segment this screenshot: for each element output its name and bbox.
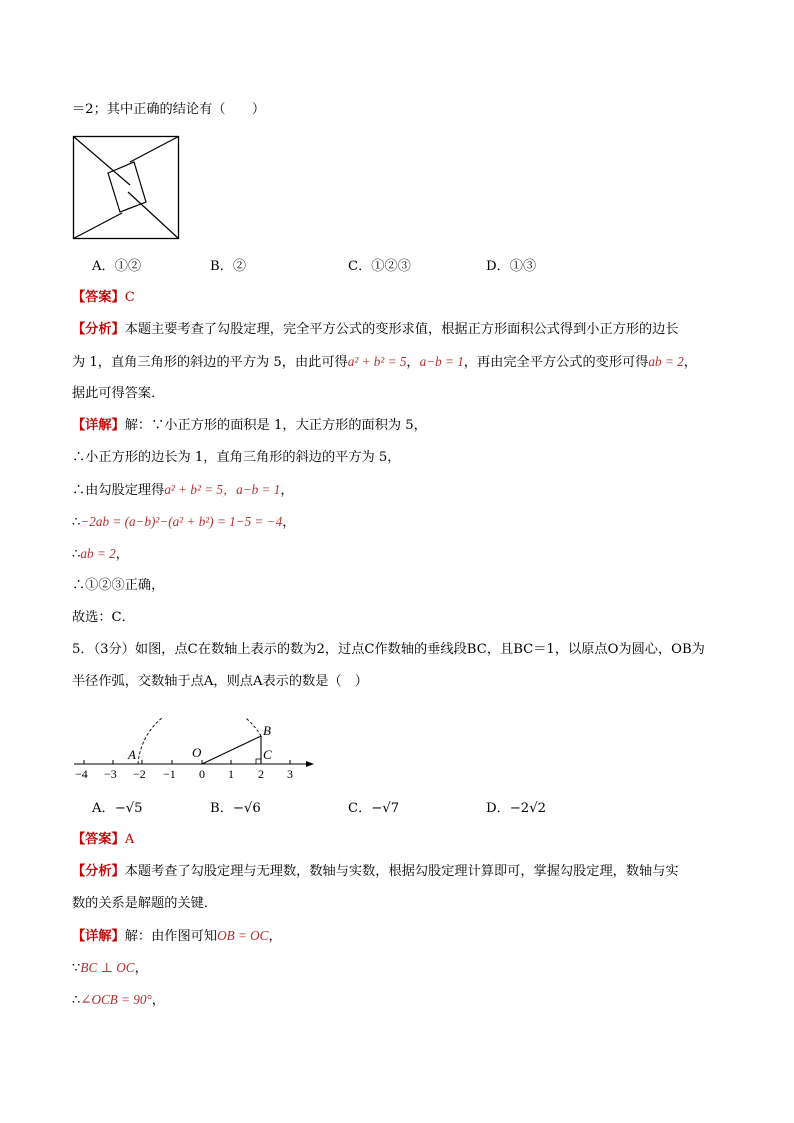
because-symbol: ∵ xyxy=(72,961,81,976)
therefore-symbol: ∴ xyxy=(72,515,81,530)
math-expression: ∠OCB = 90° xyxy=(80,992,152,1007)
math-expression: ab = 2 xyxy=(80,546,116,561)
q4-detail-line-6: ∴①②③正确， xyxy=(72,578,165,593)
label-c: C xyxy=(263,747,272,762)
detail-text: 解：由作图可知 xyxy=(124,929,218,944)
detail-tag: 【详解】 xyxy=(72,418,125,433)
tick-label: −4 xyxy=(75,767,88,780)
math-expression: −2ab = (a−b)²−(a² + b²) = 1−5 = −4 xyxy=(80,514,283,529)
math-expression: a² + b² = 5，a−b = 1 xyxy=(164,482,281,497)
tick-label: 1 xyxy=(228,767,234,780)
detail-tag: 【详解】 xyxy=(72,929,125,944)
q4-detail-line-1 xyxy=(72,417,427,435)
axis-arrow xyxy=(306,761,314,767)
q5-stem-line-2: 半径作弧，交数轴于点A，则点A表示的数是（ ） xyxy=(72,674,368,689)
q5-detail-line-1 xyxy=(72,927,282,946)
answer-tag: 【答案】 xyxy=(72,290,125,305)
q5-analysis-line-2: 数的关系是解题的关键． xyxy=(72,896,218,911)
q5-detail-line-3 xyxy=(72,991,165,1010)
tick-label: −3 xyxy=(104,767,117,780)
q4-analysis-line-1 xyxy=(72,321,679,339)
analysis-tag: 【分析】 xyxy=(72,864,125,879)
q4-stem-tail: ＝2；其中正确的结论有（ ） xyxy=(72,102,266,117)
math-expression: BC ⊥ OC xyxy=(80,960,135,975)
q4-detail-line-7: 故选：C． xyxy=(72,610,135,625)
punctuation: ， xyxy=(280,483,294,498)
analysis-text: 本题主要考查了勾股定理，完全平方公式的变形求值，根据正方形面积公式得到小正方形的边长 xyxy=(124,322,679,337)
label-b: B xyxy=(263,723,271,738)
q4-detail-line-3 xyxy=(72,481,294,500)
q4-detail-line-4 xyxy=(72,513,295,532)
q4-option-a[interactable]: A．①② xyxy=(92,259,142,274)
punctuation: ， xyxy=(268,929,282,944)
tick-label: −2 xyxy=(133,767,146,780)
math-expression: ab = 2 xyxy=(648,354,684,369)
therefore-symbol: ∴ xyxy=(72,547,81,562)
math-expression: a² + b² = 5 xyxy=(347,354,407,369)
q4-option-b[interactable]: B．② xyxy=(210,259,247,274)
q4-detail-line-2: ∴小正方形的边长为 1，直角三角形的斜边的平方为 5， xyxy=(72,450,401,465)
number-line-figure xyxy=(70,718,320,780)
analysis-text: 本题考查了勾股定理与无理数，数轴与实数，根据勾股定理计算即可，掌握勾股定理，数轴与实 xyxy=(124,864,679,879)
punctuation: ， xyxy=(282,515,296,530)
q5-option-a[interactable]: A．−√5 xyxy=(92,801,143,816)
label-o: O xyxy=(192,745,202,760)
answer-value: C xyxy=(124,290,135,305)
math-expression: a−b = 1 xyxy=(419,354,464,369)
punctuation: ， xyxy=(115,547,129,562)
tick-label: 3 xyxy=(287,767,293,780)
pinwheel-square-figure xyxy=(72,135,182,241)
q4-analysis-line-2 xyxy=(72,353,697,372)
tick-label: −1 xyxy=(163,767,176,780)
therefore-symbol: ∴ xyxy=(72,993,81,1008)
label-a: A xyxy=(128,747,136,762)
q4-detail-line-5 xyxy=(72,545,129,564)
detail-text: ∴由勾股定理得 xyxy=(72,483,165,498)
q5-option-b[interactable]: B．−√6 xyxy=(210,801,261,816)
q4-analysis-line-3: 据此可得答案． xyxy=(72,386,165,401)
answer-tag: 【答案】 xyxy=(72,832,125,847)
analysis-tag: 【分析】 xyxy=(72,322,125,337)
analysis-text: ，再由完全平方公式的变形可得 xyxy=(463,355,649,370)
q5-analysis-line-1 xyxy=(72,863,679,881)
right-angle-mark xyxy=(256,759,261,764)
segment-ob xyxy=(202,736,261,764)
tick-label: 2 xyxy=(258,767,264,780)
answer-value: A xyxy=(124,832,135,847)
q4-option-c[interactable]: C．①②③ xyxy=(348,259,411,274)
punctuation: ， xyxy=(683,355,697,370)
q5-answer xyxy=(72,831,134,849)
tick-label: 0 xyxy=(199,767,205,780)
q5-stem-line-1: 5．（3分）如图，点C在数轴上表示的数为2，过点C作数轴的垂线段BC，且BC＝1，以原点O为圆心，OB为 xyxy=(72,642,705,657)
q4-answer xyxy=(72,289,135,307)
punctuation: ， xyxy=(134,961,148,976)
q4-option-d[interactable]: D．①③ xyxy=(486,259,537,274)
punctuation: ， xyxy=(406,355,420,370)
punctuation: ， xyxy=(151,993,165,1008)
q5-option-d[interactable]: D．−2√2 xyxy=(486,801,546,816)
q5-option-c[interactable]: C．−√7 xyxy=(348,801,400,816)
q5-detail-line-2 xyxy=(72,959,148,978)
math-expression: OB = OC xyxy=(217,928,269,943)
detail-text: 解：∵小正方形的面积是 1，大正方形的面积为 5， xyxy=(124,418,427,433)
analysis-text: 为 1，直角三角形的斜边的平方为 5，由此可得 xyxy=(72,355,348,370)
